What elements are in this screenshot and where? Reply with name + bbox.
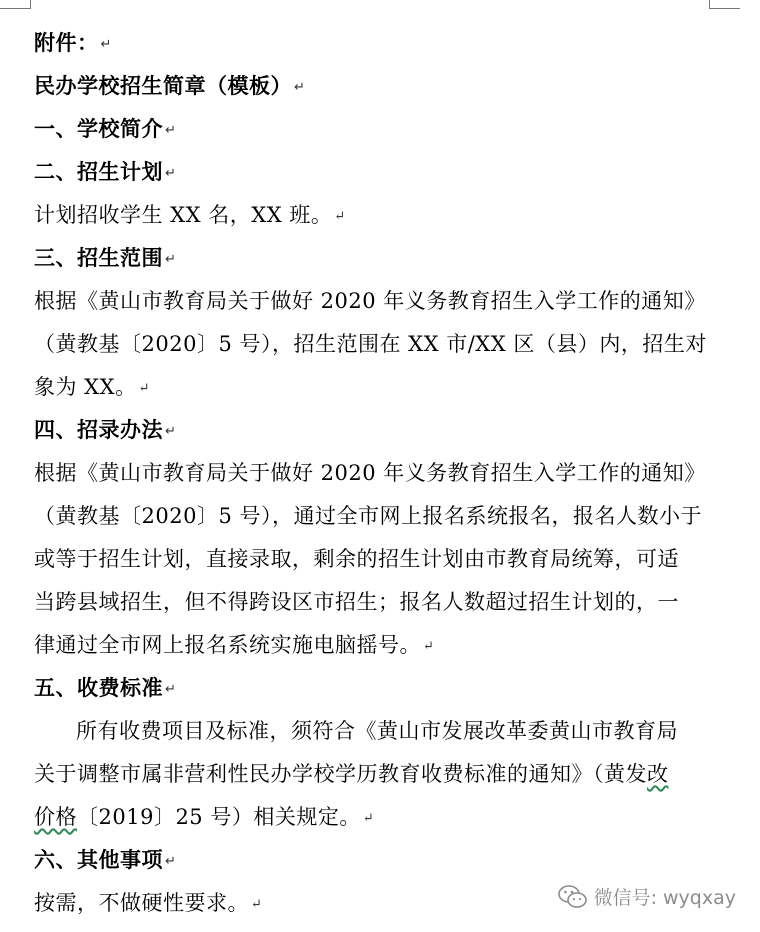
fee-line-3: 价格〔2019〕25 号）相关规定。 ↵ [34,805,375,829]
scope-line-1: 根据《黄山市教育局关于做好 2020 年义务教育招生入学工作的通知》 [34,289,706,313]
method-line-4: 当跨县域招生，但不得跨设区市招生；报名人数超过招生计划的，一 [34,590,679,614]
heading-enrollment-scope: 三、招生范围 ↵ [34,246,177,270]
spellcheck-underline: 改 [647,762,669,786]
spellcheck-underline: 价格 [34,805,77,829]
enrollment-plan-text: 计划招收学生 XX 名，XX 班。 ↵ [34,203,346,227]
fee-line-1: 所有收费项目及标准，须符合《黄山市发展改革委黄山市教育局 [76,719,678,743]
other-matters-text: 按需，不做硬性要求。 ↵ [34,891,263,915]
heading-fee-standard: 五、收费标准 ↵ [34,676,177,700]
heading-enrollment-plan: 二、招生计划 ↵ [34,160,177,184]
method-line-3: 或等于招生计划，直接录取，剩余的招生计划由市教育局统筹，可适 [34,547,679,571]
fee-line-2: 关于调整市属非营利性民办学校学历教育收费标准的通知》（黄发改 [34,762,669,786]
heading-school-intro: 一、学校简介 ↵ [34,117,177,141]
heading-other-matters: 六、其他事项 ↵ [34,848,177,872]
document-body [34,22,734,925]
watermark-text: 微信号: wyqxay [593,887,736,909]
crop-mark-right [709,0,740,9]
method-line-2: （黄教基〔2020〕5 号），通过全市网上报名系统报名，报名人数小于 [34,504,702,528]
scope-line-2: （黄教基〔2020〕5 号），招生范围在 XX 市/XX 区（县）内，招生对 [34,332,707,356]
wechat-icon [558,884,588,910]
wechat-watermark [558,883,736,910]
method-line-1: 根据《黄山市教育局关于做好 2020 年义务教育招生入学工作的通知》 [34,461,706,485]
document-title: 民办学校招生简章（模板） ↵ [34,74,306,98]
heading-admission-method: 四、招录办法 ↵ [34,418,177,442]
attachment-label: 附件： ↵ [34,31,112,55]
method-line-5: 律通过全市网上报名系统实施电脑摇号。 ↵ [34,633,435,657]
scope-line-3: 象为 XX。 ↵ [34,375,150,399]
crop-mark-left [0,0,31,9]
